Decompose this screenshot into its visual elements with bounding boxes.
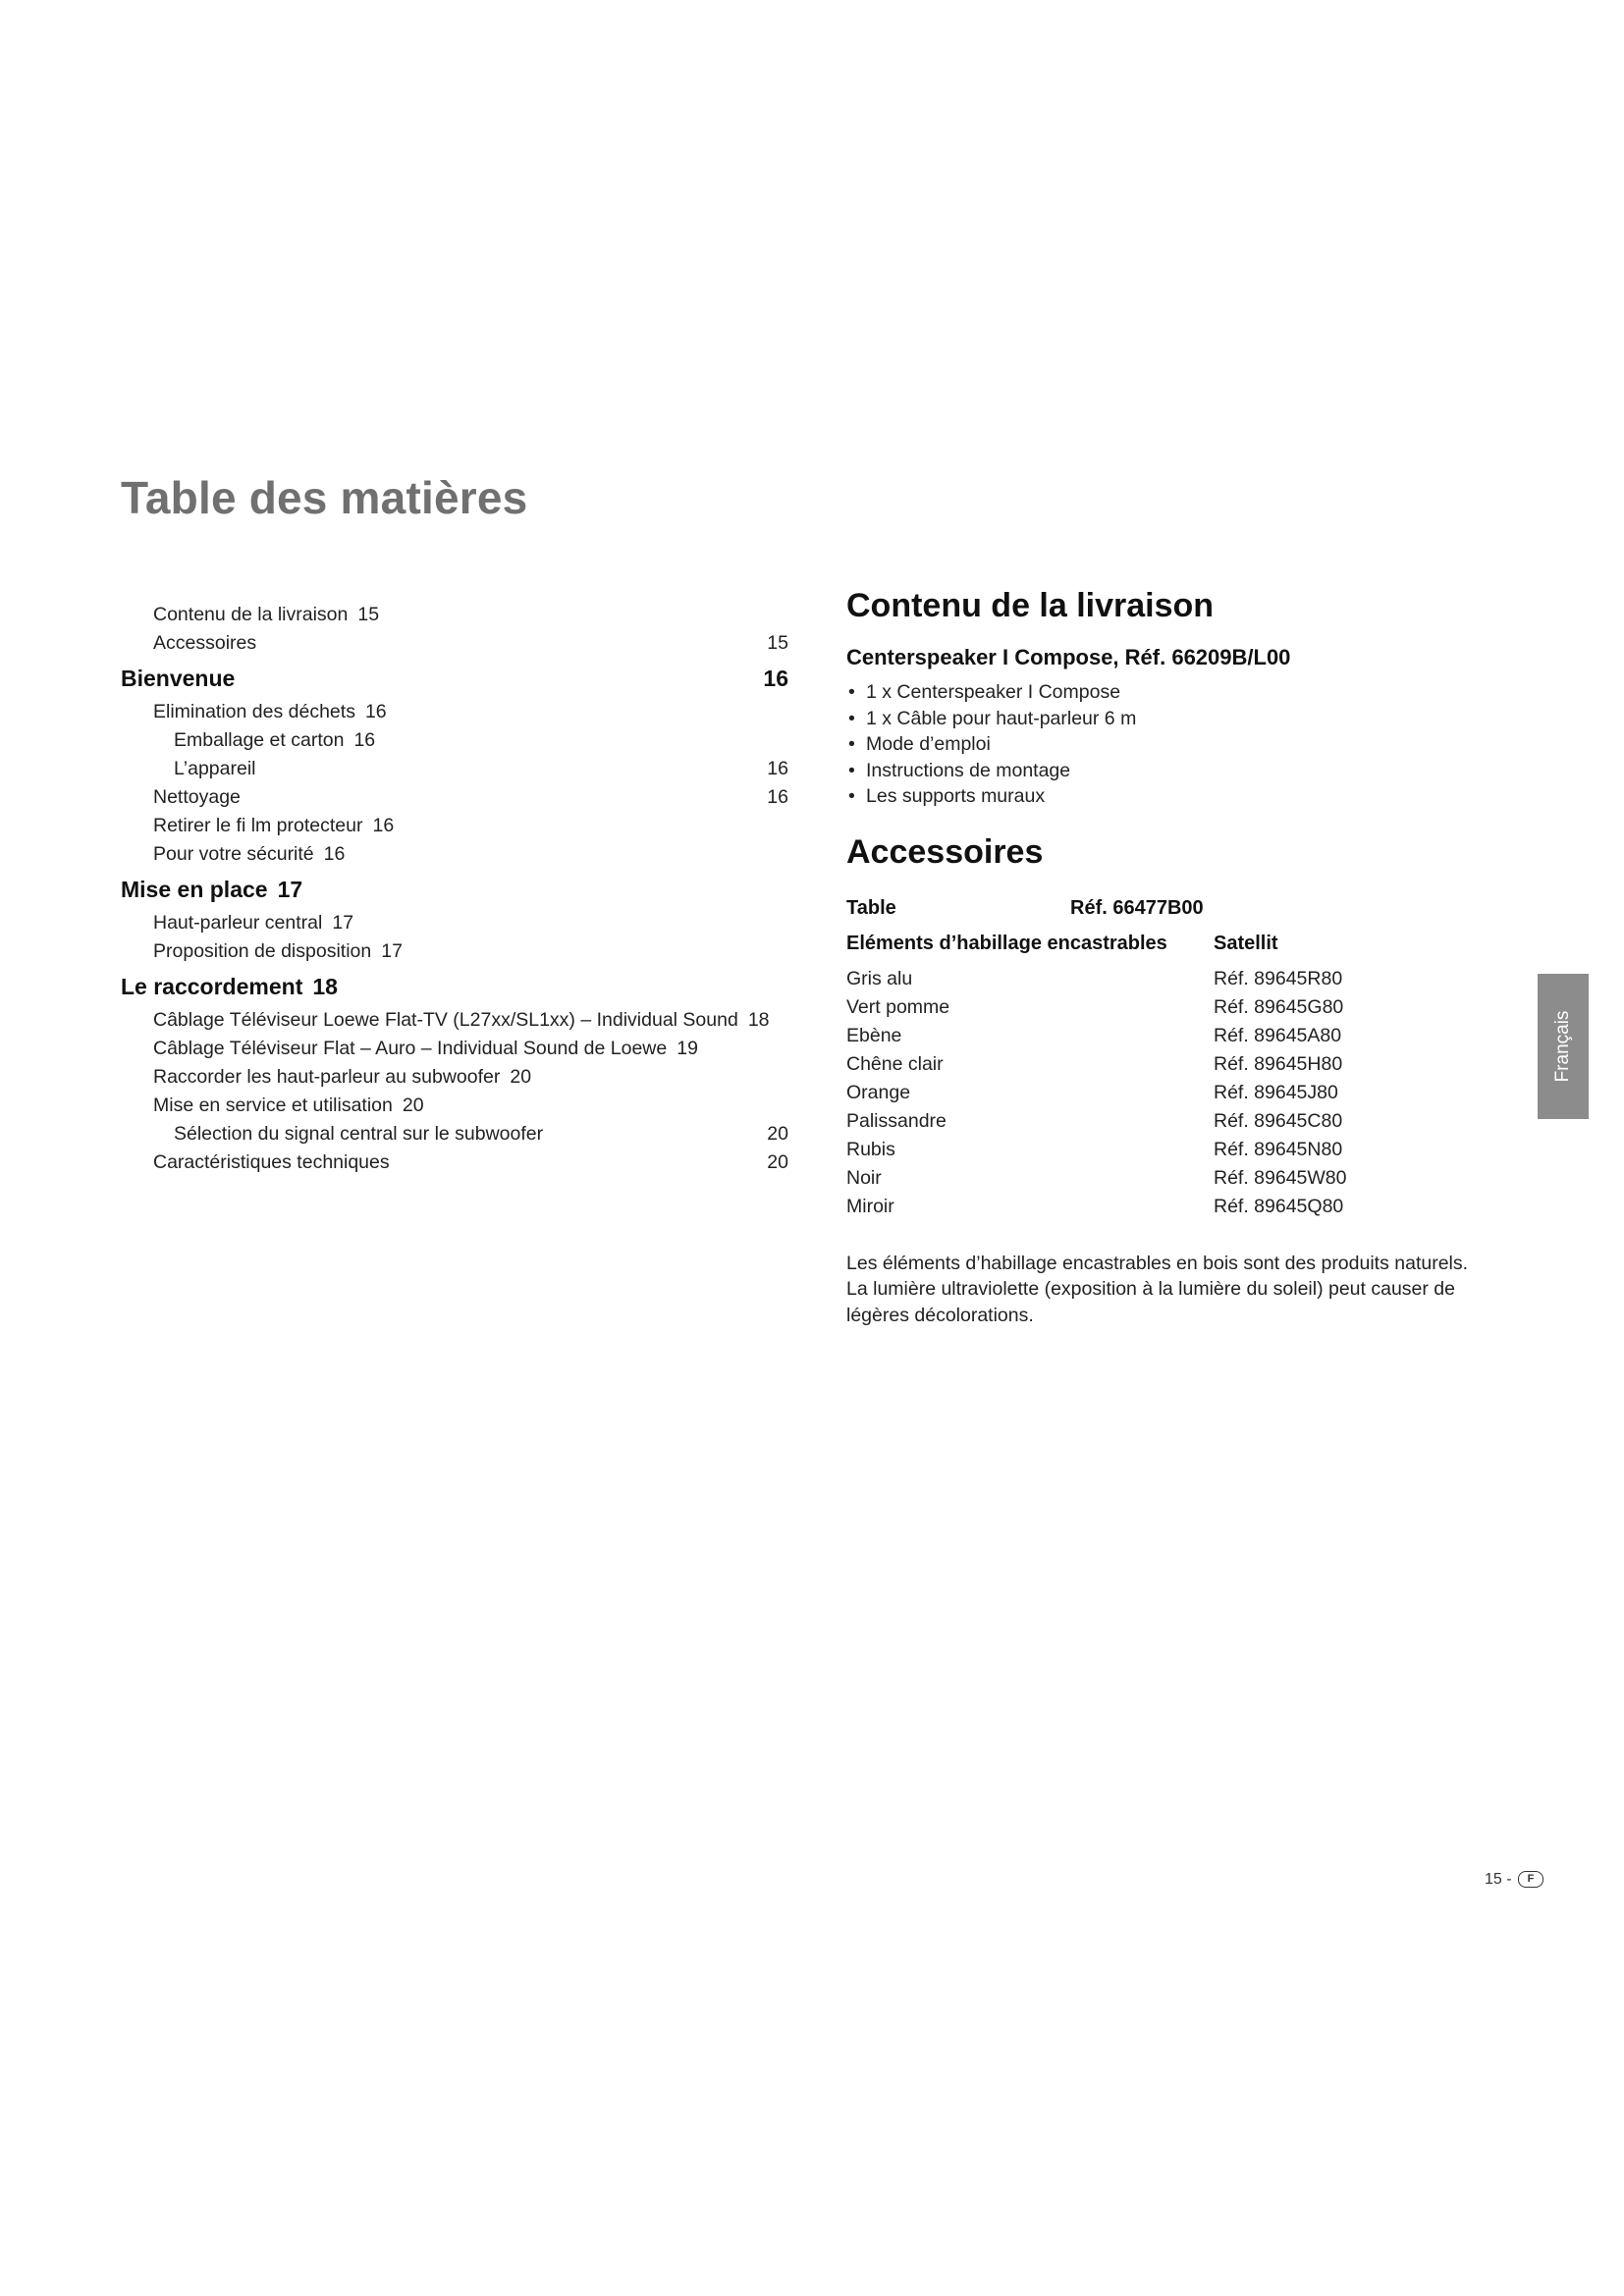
table-row [846, 1079, 1494, 1107]
table-accessory-row [846, 890, 1494, 926]
toc-entry-text: Emballage et carton [174, 729, 345, 751]
toc-section-entry [121, 873, 788, 906]
toc-page-number: 17 [277, 877, 303, 902]
toc-entry [121, 812, 788, 840]
toc-entry-text: Le raccordement [121, 974, 303, 999]
bullet-icon: • [848, 707, 855, 729]
toc-entry-text: Bienvenue [121, 666, 236, 691]
finish-name: Noir [846, 1166, 882, 1189]
contents-heading: Contenu de la livraison [846, 587, 1215, 624]
table-row [846, 965, 1494, 993]
toc-page-number: 20 [402, 1095, 424, 1116]
toc-entry-text: Raccorder les haut-parleur au subwoofer [153, 1066, 501, 1088]
toc-entry [121, 1006, 788, 1035]
finish-name: Palissandre [846, 1109, 947, 1132]
toc-page-number: 15 [357, 604, 380, 625]
toc-entry-text: Câblage Téléviseur Loewe Flat-TV (L27xx/SL1xx) – Individual Sound [153, 1009, 738, 1031]
toc-entry-text: Elimination des déchets [153, 701, 355, 722]
toc-entry-text: Haut-parleur central [153, 912, 323, 934]
toc-entry [121, 909, 788, 937]
panels-column-label: Satellit [1214, 932, 1278, 954]
toc-page-number: 16 [364, 701, 387, 722]
toc-page-number: 16 [767, 786, 788, 808]
table-ref: Réf. 66477B00 [1070, 896, 1204, 919]
finish-name: Chêne clair [846, 1052, 944, 1075]
finish-ref: Réf. 89645C80 [1214, 1109, 1343, 1132]
toc-page-number: 16 [353, 729, 376, 751]
toc-page-number: 19 [677, 1038, 698, 1059]
toc-entry [121, 783, 788, 812]
table-row [846, 993, 1494, 1022]
bullet-icon: • [848, 759, 855, 781]
language-badge-icon: F [1518, 1871, 1543, 1888]
table-row [846, 1164, 1494, 1193]
list-item [846, 679, 1494, 706]
finish-ref: Réf. 89645A80 [1214, 1024, 1342, 1046]
toc-entry-text: Mise en service et utilisation [153, 1095, 393, 1116]
table-row [846, 1136, 1494, 1164]
finish-name: Miroir [846, 1195, 894, 1217]
list-item-text: Instructions de montage [866, 759, 1071, 781]
toc-entry-text: Retirer le fi lm protecteur [153, 815, 363, 836]
toc-entry [121, 1120, 788, 1148]
toc-entry [121, 1092, 788, 1120]
toc-page-number: 20 [767, 1151, 788, 1173]
table-row [846, 1050, 1494, 1079]
toc-section-entry [121, 970, 788, 1003]
list-item-text: Les supports muraux [866, 785, 1046, 807]
finish-name: Rubis [846, 1138, 895, 1160]
toc-entry [121, 937, 788, 966]
toc-section-entry [121, 662, 788, 695]
toc-page-number: 18 [312, 974, 338, 999]
list-item-text: 1 x Centerspeaker I Compose [866, 681, 1121, 703]
list-item [846, 706, 1494, 732]
toc-entry-text: L’appareil [174, 758, 256, 779]
toc-page-number: 17 [381, 940, 403, 962]
panels-header-row [846, 926, 1494, 961]
finish-ref: Réf. 89645G80 [1214, 995, 1344, 1018]
toc-page-number: 16 [323, 843, 346, 865]
accessories-heading: Accessoires [846, 832, 1044, 871]
toc-entry [121, 1148, 788, 1177]
panels-label: Eléments d’habillage encastrables [846, 932, 1167, 954]
contents-subheading: Centerspeaker I Compose, Réf. 66209B/L00 [846, 645, 1291, 669]
toc-entry [121, 1063, 788, 1092]
toc-page-number: 15 [767, 632, 788, 654]
toc-page-number: 20 [510, 1066, 532, 1088]
toc-entry-text: Câblage Téléviseur Flat – Auro – Individual Sound de Loewe [153, 1038, 668, 1059]
contents-list [846, 679, 1494, 810]
finish-ref: Réf. 89645R80 [1214, 967, 1343, 989]
table-row [846, 1193, 1494, 1221]
finish-ref: Réf. 89645H80 [1214, 1052, 1343, 1075]
bullet-icon: • [848, 785, 855, 807]
toc-entry-text: Pour votre sécurité [153, 843, 314, 865]
finish-ref: Réf. 89645J80 [1214, 1081, 1338, 1103]
toc-entry [121, 1035, 788, 1063]
toc-entry-text: Mise en place [121, 877, 268, 902]
toc-page-number: 16 [372, 815, 395, 836]
toc-page-number: 16 [763, 666, 788, 691]
finish-name: Orange [846, 1081, 911, 1103]
toc-entry [121, 601, 788, 629]
finish-ref: Réf. 89645N80 [1214, 1138, 1343, 1160]
toc-entry [121, 629, 788, 658]
list-item-text: Mode d’emploi [866, 733, 991, 755]
toc-page-number: 18 [747, 1009, 770, 1031]
toc-page-number: 16 [767, 758, 788, 779]
right-column [846, 581, 1494, 1328]
toc-entry-text: Proposition de disposition [153, 940, 372, 962]
page-number: 15 - [1485, 1871, 1512, 1888]
finish-name: Ebène [846, 1024, 902, 1046]
list-item [846, 731, 1494, 758]
toc-entry [121, 726, 788, 755]
side-tab-label: Français [1552, 1010, 1573, 1083]
page-footer [1485, 1871, 1543, 1889]
bullet-icon: • [848, 681, 855, 703]
language-side-tab[interactable] [1538, 974, 1589, 1119]
finish-name: Gris alu [846, 967, 913, 989]
table-row [846, 1107, 1494, 1136]
toc-entry-text: Sélection du signal central sur le subwoofer [174, 1123, 544, 1145]
wood-note: Les éléments d’habillage encastrables en bois sont des produits naturels. La lumière ultraviolette (exposition à la lumière du soleil) peut causer de légères décolorations. [846, 1252, 1469, 1326]
toc-entry-text: Nettoyage [153, 786, 241, 808]
toc-entry-text: Accessoires [153, 632, 257, 654]
page-title: Table des matières [121, 472, 528, 523]
toc-entry-text: Contenu de la livraison [153, 604, 349, 625]
table-row [846, 1022, 1494, 1050]
toc-page-number: 17 [332, 912, 354, 934]
finish-ref: Réf. 89645Q80 [1214, 1195, 1344, 1217]
table-label: Table [846, 896, 896, 919]
toc-entry-text: Caractéristiques techniques [153, 1151, 390, 1173]
finish-name: Vert pomme [846, 995, 950, 1018]
toc-entry [121, 698, 788, 726]
table-of-contents [121, 601, 788, 1177]
toc-entry [121, 755, 788, 783]
list-item-text: 1 x Câble pour haut-parleur 6 m [866, 707, 1137, 729]
toc-entry [121, 840, 788, 869]
list-item [846, 783, 1494, 810]
list-item [846, 758, 1494, 784]
bullet-icon: • [848, 733, 855, 755]
accessories-table [846, 965, 1494, 1221]
finish-ref: Réf. 89645W80 [1214, 1166, 1347, 1189]
toc-page-number: 20 [767, 1123, 788, 1145]
